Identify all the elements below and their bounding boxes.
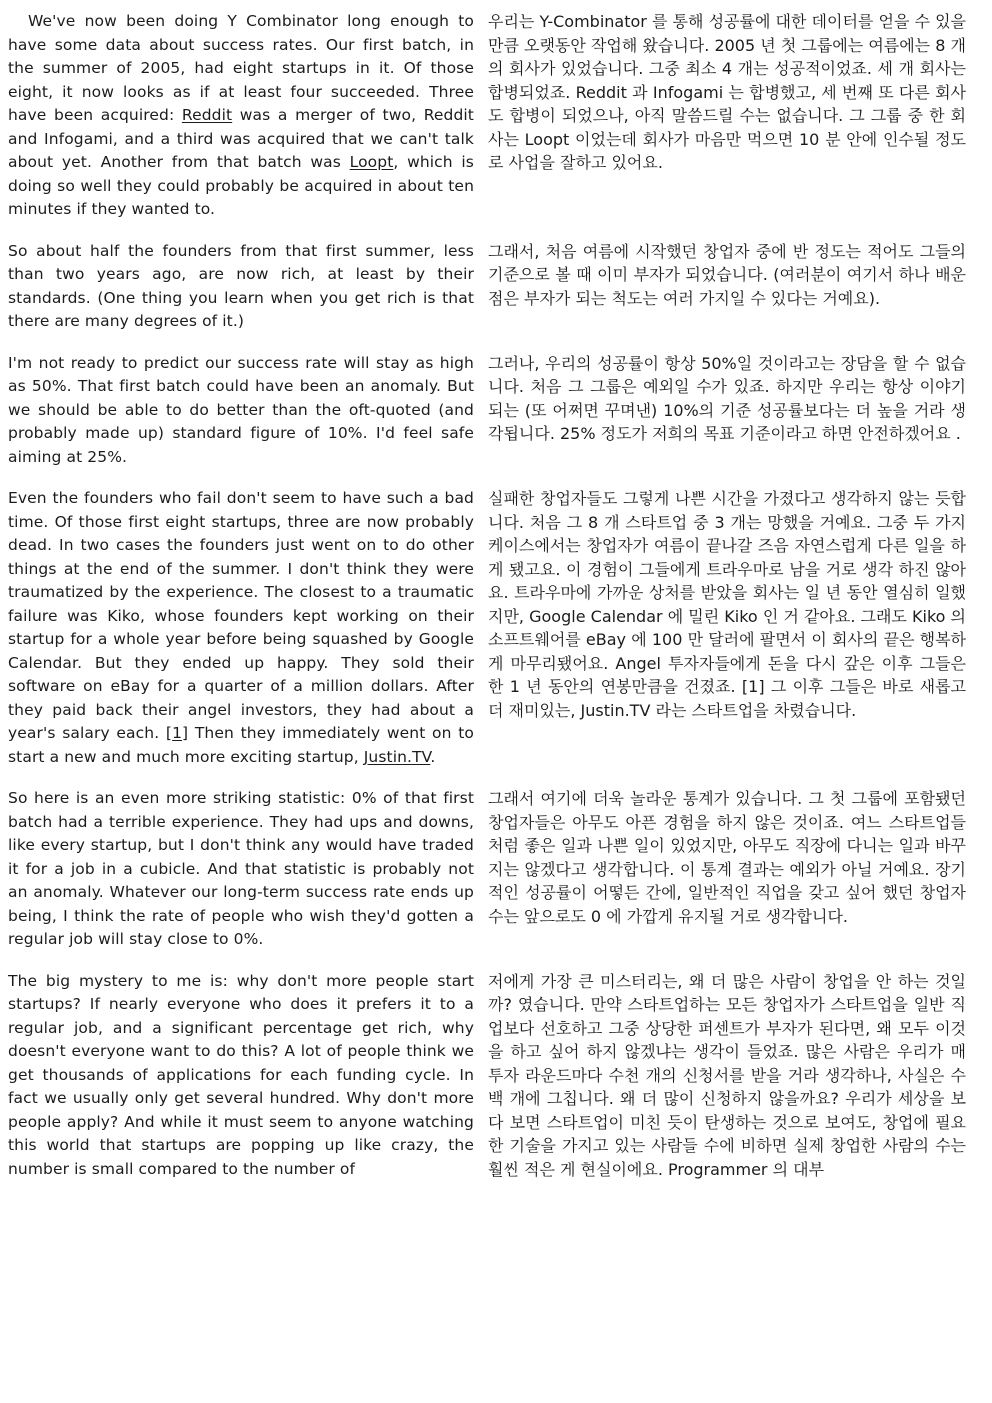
paragraph-en-3: [8, 352, 474, 470]
footnote-1-link[interactable]: 1: [172, 724, 183, 742]
paragraph-en-2: [8, 240, 474, 334]
text-segment: Even the founders who fail don't seem to have such a bad time. Of those first eight startups, three are now probably dead. In two cases the founders just went on to do other things at the end of the summer. I don't think they were traumatized by the experience. The closest to a traumatic failure was Kiko, whose founders kept working on their startup for a whole year before being squashed by Google Calendar. But they ended up happy. They sold their software on eBay for a quarter of a million dollars. After they paid back their angel investors, they had about a year's salary each. [: [8, 489, 474, 742]
translation-table: [8, 10, 966, 1181]
paragraph-ko-2: [488, 240, 966, 334]
paragraph-ko-3: [488, 352, 966, 470]
text-segment: I'm not ready to predict our success rate will stay as high as 50%. That first batch could have been an anomaly. But we should be able to do better than the oft-quoted (and probably made up) standard figure of 10%. I'd feel safe aiming at 25%.: [8, 353, 474, 466]
text-segment: was a merger of two, Reddit and Infogami, and a third was acquired that we can't talk about yet. Another from that batch was: [8, 106, 474, 171]
text-segment: 저에게 가장 큰 미스터리는, 왜 더 많은 사람이 창업을 안 하는 것일까? 였습니다. 만약 스타트업하는 모든 창업자가 스타트업을 일반 직업보다 선호하고 그중 상당한 퍼센트가 부자가 된다면, 왜 모두 이것을 하고 싶어 하지 않겠냐는 생각이 들었죠. 많은 사람은 우리가 매 투자 라운드마다 수천 개의 신청서를 받을 거라 생각하나, 사실은 수백 개에 그칩니다. 왜 더 많이 신청하지 않을까요? 우리가 세상을 보다 보면 스타트업이 미친 듯이 탄생하는 것으로 보여도, 창업에 필요한 기술을 가지고 있는 사람들 수에 비하면 실제 창업한 사람의 수는 훨씬 적은 게 현실이에요. Programmer 의 대부: [488, 971, 966, 1179]
loopt-link[interactable]: Loopt: [349, 153, 394, 171]
paragraph-ko-1: [488, 10, 966, 222]
text-segment: .: [430, 747, 436, 766]
text-segment: We've now been doing Y Combinator long enough to have some data about success rates. Our first batch, in the summer of 2005, had eight startups in it. Of those eight, it now looks as if at least four succeeded. Three have been acquired:: [8, 12, 474, 124]
paragraph-en-4: [8, 487, 474, 769]
paragraph-en-1: [8, 10, 474, 222]
translation-row-6: [8, 970, 966, 1182]
paragraph-ko-4: [488, 487, 966, 769]
translation-row-2: [8, 240, 966, 334]
text-segment: The big mystery to me is: why don't more people start startups? If nearly everyone who does it prefers it to a regular job, and a significant percentage get rich, why doesn't everyone want to do this? A lot of people think we get thousands of applications for each funding cycle. In fact we usually only get several hundred. Why don't more people apply? And while it must seem to anyone watching this world that startups are popping up like crazy, the number is small compared to the number of: [8, 971, 474, 1178]
text-segment: 그래서, 처음 여름에 시작했던 창업자 중에 반 정도는 적어도 그들의 기준으로 볼 때 이미 부자가 되었습니다. (여러분이 여기서 하나 배운 점은 부자가 되는 척도는 여러 가지일 수 있다는 거예요).: [488, 241, 966, 308]
text-segment: 실패한 창업자들도 그렇게 나쁜 시간을 가졌다고 생각하지 않는 듯합니다. 처음 그 8 개 스타트업 중 3 개는 망했을 거예요. 그중 두 가지 케이스에서는 창업자가 여름이 끝나갈 즈음 자연스럽게 다른 일을 하게 됐고요. 이 경험이 그들에게 트라우마로 남을 거로 생각 하진 않아요. 트라우마에 가까운 상처를 받았을 회사는 일 년 동안 열심히 일했지만, Google Calendar 에 밀린 Kiko 인 거 같아요. 그래도 Kiko 의 소프트웨어를 eBay 에 100 만 달러에 팔면서 이 회사의 끝은 행복하게 마무리됐어요. Angel 투자자들에게 돈을 다시 갚은 이후 그들은 한 1 년 동안의 연봉만큼을 건졌죠. [1] 그 이후 그들은 바로 새롭고 더 재미있는, Justin.TV 라는 스타트업을 차렸습니다.: [488, 489, 966, 720]
justintv-link[interactable]: Justin.TV: [363, 747, 431, 766]
text-segment: , which is doing so well they could probably be acquired in about ten minutes if they wanted to.: [8, 153, 474, 218]
text-segment: 그래서 여기에 더욱 놀라운 통계가 있습니다. 그 첫 그룹에 포함됐던 창업자들은 아무도 아픈 경험을 하지 않은 것이죠. 여느 스타트업들처럼 좋은 일과 나쁜 일이 있었지만, 아무도 직장에 다니는 일과 바꾸지는 않겠다고 생각합니다. 이 통계 결과는 예외가 아닐 거예요. 장기적인 성공률이 어떻든 간에, 일반적인 직업을 갖고 싶어 했던 창업자 수는 앞으로도 0 에 가깝게 유지될 거로 생각합니다.: [488, 789, 966, 926]
text-segment: 우리는 Y-Combinator 를 통해 성공률에 대한 데이터를 얻을 수 있을 만큼 오랫동안 작업해 왔습니다. 2005 년 첫 그룹에는 여름에는 8 개의 회사가 있었습니다. 그중 최소 4 개는 성공적이었죠. 세 개 회사는 합병되었죠. Reddit 과 Infogami 는 합병했고, 세 번째 또 다른 회사도 합병이 되었으나, 아직 말씀드릴 수는 없습니다. 그 그룹 중 한 회사는 Loopt 이었는데 회사가 마음만 먹으면 10 분 안에 인수될 정도로 사업을 잘하고 있어요.: [488, 12, 966, 172]
text-segment: So about half the founders from that first summer, less than two years ago, are now rich, at least by their standards. (One thing you learn when you get rich is that there are many degrees of it.): [8, 241, 474, 330]
paragraph-en-6: [8, 970, 474, 1182]
translation-row-1: [8, 10, 966, 222]
translation-row-3: [8, 352, 966, 470]
paragraph-en-5: [8, 787, 474, 952]
translation-row-5: [8, 787, 966, 952]
paragraph-ko-6: [488, 970, 966, 1182]
paragraph-ko-5: [488, 787, 966, 952]
text-segment: ] Then they immediately went on to start a new and much more exciting startup,: [8, 724, 475, 766]
text-segment: 그러나, 우리의 성공률이 항상 50%일 것이라고는 장담을 할 수 없습니다. 처음 그 그룹은 예외일 수가 있죠. 하지만 우리는 항상 이야기되는 (또 어쩌면 꾸며낸) 10%의 기준 성공률보다는 더 높을 거라 생각됩니다. 25% 정도가 저희의 목표 기준이라고 하면 안전하겠어요 .: [488, 353, 966, 443]
text-segment: So here is an even more striking statistic: 0% of that first batch had a terrible experience. They had ups and downs, like every startup, but I don't think any would have traded it for a job in a cubicle. And that statistic is probably not an anomaly. Whatever our long-term success rate ends up being, I think the rate of people who wish they'd gotten a regular job will stay close to 0%.: [8, 789, 474, 948]
translation-row-4: [8, 487, 966, 769]
reddit-link[interactable]: Reddit: [181, 106, 233, 124]
